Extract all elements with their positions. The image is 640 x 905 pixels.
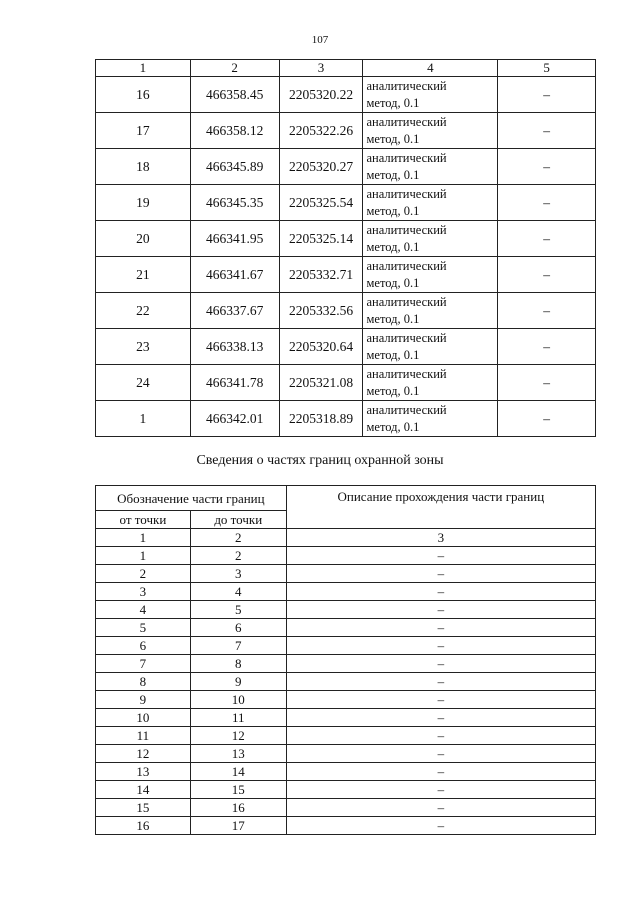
point-note: – [498, 221, 596, 257]
point-note: – [498, 401, 596, 437]
table-row [96, 745, 596, 763]
to-point: 7 [190, 637, 286, 655]
table-row [96, 727, 596, 745]
point-number: 20 [96, 221, 191, 257]
method-line: метод, 0.1 [366, 203, 420, 218]
from-point: 9 [96, 691, 191, 709]
determination-method [363, 293, 498, 329]
from-point: 14 [96, 781, 191, 799]
table-row [96, 763, 596, 781]
column-header: 1 [96, 60, 191, 77]
part-description: – [286, 799, 595, 817]
to-point: 16 [190, 799, 286, 817]
point-note: – [498, 113, 596, 149]
method-line: аналитический [366, 258, 447, 273]
point-note: – [498, 257, 596, 293]
from-point: 12 [96, 745, 191, 763]
point-note: – [498, 77, 596, 113]
point-note: – [498, 293, 596, 329]
header-from-point: от точки [96, 511, 191, 529]
method-line: аналитический [366, 114, 447, 129]
coordinates-table [95, 59, 596, 437]
column-header: 5 [498, 60, 596, 77]
from-point: 5 [96, 619, 191, 637]
method-line: аналитический [366, 366, 447, 381]
point-number: 23 [96, 329, 191, 365]
from-point: 1 [96, 547, 191, 565]
coordinate-y: 2205332.56 [279, 293, 363, 329]
coordinate-x: 466338.13 [190, 329, 279, 365]
table-row [96, 673, 596, 691]
table-row [96, 149, 596, 185]
method-line: метод, 0.1 [366, 95, 420, 110]
to-point: 13 [190, 745, 286, 763]
table-row [96, 365, 596, 401]
determination-method [363, 329, 498, 365]
coordinate-x: 466337.67 [190, 293, 279, 329]
part-description: – [286, 655, 595, 673]
determination-method [363, 221, 498, 257]
coordinate-y: 2205332.71 [279, 257, 363, 293]
table-row [96, 691, 596, 709]
to-point: 12 [190, 727, 286, 745]
point-number: 21 [96, 257, 191, 293]
point-number: 22 [96, 293, 191, 329]
point-number: 17 [96, 113, 191, 149]
method-line: аналитический [366, 78, 447, 93]
from-point: 8 [96, 673, 191, 691]
from-point: 16 [96, 817, 191, 835]
parts-header-row [96, 486, 596, 511]
from-point: 11 [96, 727, 191, 745]
table-row [96, 257, 596, 293]
page-number: 107 [311, 34, 329, 46]
method-line: метод, 0.1 [366, 347, 420, 362]
point-number: 18 [96, 149, 191, 185]
table-row [96, 401, 596, 437]
table-row [96, 293, 596, 329]
point-number: 1 [96, 401, 191, 437]
table-row [96, 221, 596, 257]
point-number: 19 [96, 185, 191, 221]
method-line: метод, 0.1 [366, 275, 420, 290]
to-point: 3 [190, 565, 286, 583]
determination-method [363, 113, 498, 149]
method-line: метод, 0.1 [366, 239, 420, 254]
table-row [96, 565, 596, 583]
to-point: 9 [190, 673, 286, 691]
table-row [96, 799, 596, 817]
to-point: 14 [190, 763, 286, 781]
coordinate-x: 466345.89 [190, 149, 279, 185]
method-line: метод, 0.1 [366, 383, 420, 398]
table-row [96, 637, 596, 655]
from-point: 4 [96, 601, 191, 619]
to-point: 15 [190, 781, 286, 799]
coordinate-x: 466341.95 [190, 221, 279, 257]
method-line: аналитический [366, 330, 447, 345]
header-boundary-description: Описание прохождения части границ [286, 486, 595, 529]
determination-method [363, 185, 498, 221]
coordinate-x: 466358.12 [190, 113, 279, 149]
header-boundary-part-designation: Обозначение части границ [96, 486, 287, 511]
from-point: 3 [96, 583, 191, 601]
coordinate-y: 2205318.89 [279, 401, 363, 437]
header-to-point: до точки [190, 511, 286, 529]
table-row [96, 601, 596, 619]
coordinates-header-row [96, 60, 596, 77]
part-description: – [286, 781, 595, 799]
column-number: 2 [190, 529, 286, 547]
table-row [96, 619, 596, 637]
method-line: метод, 0.1 [366, 311, 420, 326]
point-number: 16 [96, 77, 191, 113]
part-description: – [286, 727, 595, 745]
method-line: метод, 0.1 [366, 167, 420, 182]
part-description: – [286, 547, 595, 565]
from-point: 13 [96, 763, 191, 781]
coordinate-y: 2205325.14 [279, 221, 363, 257]
from-point: 2 [96, 565, 191, 583]
part-description: – [286, 583, 595, 601]
table-row [96, 781, 596, 799]
point-note: – [498, 149, 596, 185]
determination-method [363, 149, 498, 185]
coordinate-x: 466345.35 [190, 185, 279, 221]
point-note: – [498, 185, 596, 221]
part-description: – [286, 745, 595, 763]
table-row [96, 185, 596, 221]
method-line: метод, 0.1 [366, 419, 420, 434]
table-row [96, 113, 596, 149]
column-header: 3 [279, 60, 363, 77]
part-description: – [286, 565, 595, 583]
determination-method [363, 257, 498, 293]
part-description: – [286, 691, 595, 709]
part-description: – [286, 637, 595, 655]
table-row [96, 547, 596, 565]
part-description: – [286, 619, 595, 637]
from-point: 7 [96, 655, 191, 673]
part-description: – [286, 601, 595, 619]
coordinate-y: 2205322.26 [279, 113, 363, 149]
determination-method [363, 77, 498, 113]
coordinate-x: 466341.67 [190, 257, 279, 293]
table-row [96, 655, 596, 673]
to-point: 17 [190, 817, 286, 835]
method-line: аналитический [366, 150, 447, 165]
point-note: – [498, 329, 596, 365]
column-header: 2 [190, 60, 279, 77]
coordinate-y: 2205320.64 [279, 329, 363, 365]
part-description: – [286, 763, 595, 781]
method-line: аналитический [366, 222, 447, 237]
coordinate-x: 466342.01 [190, 401, 279, 437]
parts-column-numbers-row [96, 529, 596, 547]
to-point: 10 [190, 691, 286, 709]
coordinate-y: 2205321.08 [279, 365, 363, 401]
method-line: аналитический [366, 186, 447, 201]
table-row [96, 709, 596, 727]
from-point: 15 [96, 799, 191, 817]
coordinate-y: 2205320.22 [279, 77, 363, 113]
method-line: аналитический [366, 294, 447, 309]
from-point: 10 [96, 709, 191, 727]
section-title: Сведения о частях границ охранной зоны [196, 453, 444, 468]
to-point: 6 [190, 619, 286, 637]
part-description: – [286, 673, 595, 691]
method-line: аналитический [366, 402, 447, 417]
table-row [96, 77, 596, 113]
coordinate-y: 2205320.27 [279, 149, 363, 185]
determination-method [363, 365, 498, 401]
to-point: 11 [190, 709, 286, 727]
to-point: 4 [190, 583, 286, 601]
column-number: 1 [96, 529, 191, 547]
boundary-parts-table [95, 485, 596, 835]
part-description: – [286, 709, 595, 727]
from-point: 6 [96, 637, 191, 655]
point-number: 24 [96, 365, 191, 401]
coordinate-x: 466358.45 [190, 77, 279, 113]
column-header: 4 [363, 60, 498, 77]
table-row [96, 329, 596, 365]
to-point: 8 [190, 655, 286, 673]
method-line: метод, 0.1 [366, 131, 420, 146]
coordinate-x: 466341.78 [190, 365, 279, 401]
column-number: 3 [286, 529, 595, 547]
table-row [96, 817, 596, 835]
point-note: – [498, 365, 596, 401]
to-point: 2 [190, 547, 286, 565]
coordinate-y: 2205325.54 [279, 185, 363, 221]
determination-method [363, 401, 498, 437]
to-point: 5 [190, 601, 286, 619]
part-description: – [286, 817, 595, 835]
table-row [96, 583, 596, 601]
